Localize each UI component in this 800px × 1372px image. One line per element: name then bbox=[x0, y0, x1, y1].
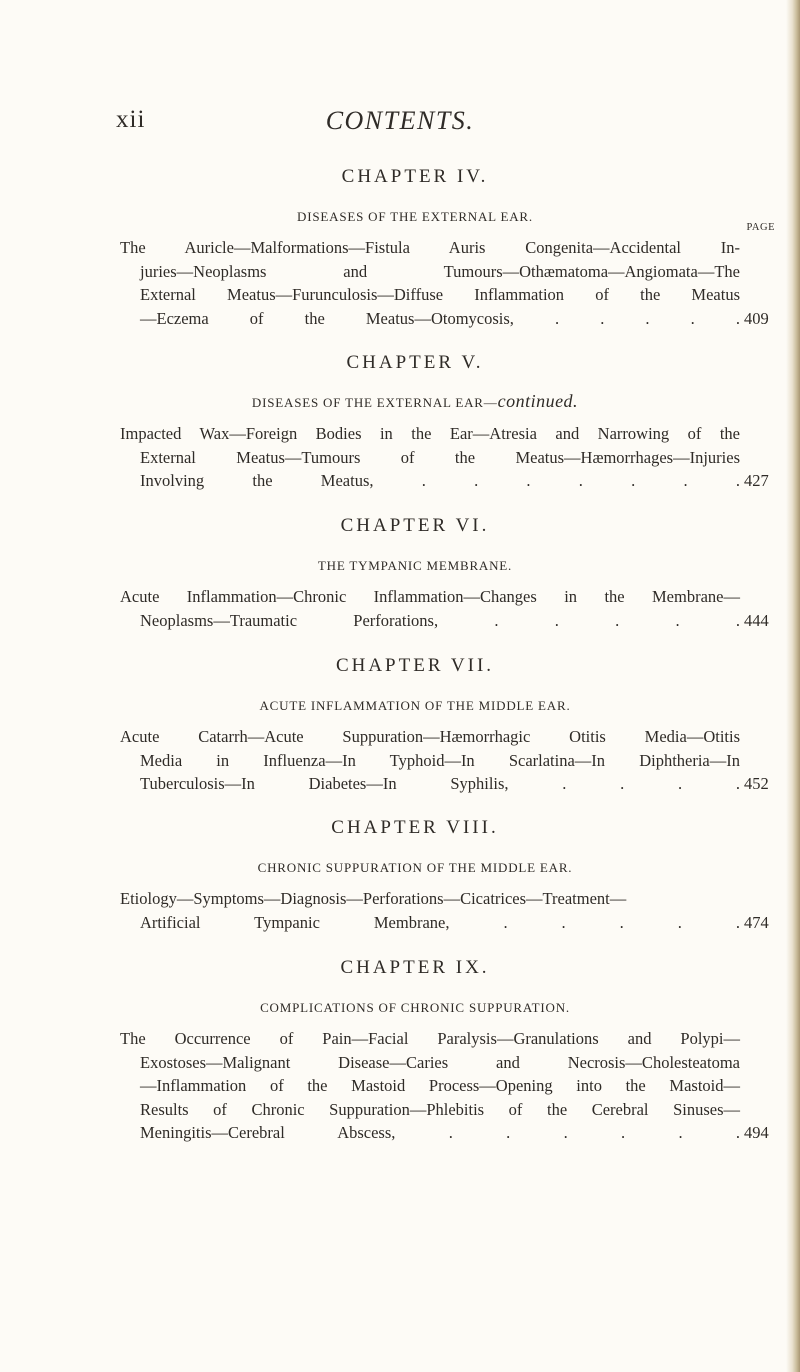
entry-line-last bbox=[140, 772, 769, 796]
entry-line: Media in Influenza—In Typhoid—In Scarlatina—In Diphtheria—In bbox=[140, 750, 740, 770]
contents-entry[interactable] bbox=[0, 725, 800, 796]
page-number[interactable]: 452 bbox=[744, 774, 769, 793]
entry-line-text: Neoplasms—Traumatic Perforations, . . . . . bbox=[140, 610, 740, 630]
subtitle-text: DISEASES OF THE EXTERNAL EAR. bbox=[297, 209, 533, 224]
page-number[interactable]: 494 bbox=[744, 1123, 769, 1142]
contents-entry[interactable] bbox=[0, 585, 800, 632]
entry-line-last bbox=[140, 911, 769, 935]
running-head bbox=[0, 106, 800, 142]
contents-entry[interactable] bbox=[0, 422, 800, 493]
entry-line-text: Involving the Meatus, . . . . . . . bbox=[140, 471, 740, 490]
entry-line-last bbox=[140, 1121, 769, 1145]
entry-line-last bbox=[140, 609, 769, 633]
subtitle-text: COMPLICATIONS OF CHRONIC SUPPURATION. bbox=[260, 1000, 570, 1015]
entry-line-text: Meningitis—Cerebral Abscess, . . . . . . bbox=[140, 1123, 740, 1142]
entry-line-text: Tuberculosis—In Diabetes—In Syphilis, . . . . bbox=[140, 774, 740, 793]
chapter-title: CHAPTER V. bbox=[346, 352, 484, 373]
page-number[interactable]: 409 bbox=[744, 308, 769, 328]
entry-line: The Auricle—Malformations—Fistula Auris Congenita—Accidental In- bbox=[120, 238, 740, 257]
chapter-iv bbox=[0, 164, 800, 330]
page-number[interactable]: 427 bbox=[744, 471, 769, 490]
chapter-title: CHAPTER IV. bbox=[341, 166, 489, 187]
subtitle-text: CHRONIC SUPPURATION OF THE MIDDLE EAR. bbox=[257, 860, 573, 875]
contents-entry[interactable] bbox=[0, 1027, 800, 1145]
page-folio: xii bbox=[116, 106, 146, 133]
entry-line: juries—Neoplasms and Tumours—Othæmatoma—Angiomata—The bbox=[140, 261, 740, 281]
chapter-vi bbox=[0, 513, 800, 632]
chapter-subtitle bbox=[0, 390, 800, 412]
entry-line-last bbox=[140, 307, 769, 331]
chapter-vii bbox=[0, 653, 800, 796]
chapter-title: CHAPTER VI. bbox=[340, 515, 490, 536]
chapter-subtitle bbox=[0, 693, 800, 715]
entry-line: Results of Chronic Suppuration—Phlebitis of the Cerebral Sinuses— bbox=[140, 1099, 740, 1119]
chapter-viii bbox=[0, 815, 800, 934]
chapter-ix bbox=[0, 955, 800, 1145]
entry-line: Acute Catarrh—Acute Suppuration—Hæmorrhagic Otitis Media—Otitis bbox=[120, 727, 740, 746]
subtitle-text: DISEASES OF THE EXTERNAL EAR— bbox=[251, 395, 498, 410]
entry-line-last bbox=[140, 469, 769, 493]
chapter-title: CHAPTER VII. bbox=[335, 655, 495, 676]
page-number[interactable]: 474 bbox=[744, 912, 769, 932]
entry-line: External Meatus—Furunculosis—Diffuse Inflammation of the Meatus bbox=[140, 285, 740, 304]
chapter-subtitle bbox=[0, 995, 800, 1017]
chapter-subtitle bbox=[0, 855, 800, 877]
running-title: CONTENTS. bbox=[325, 106, 475, 135]
entry-line: Acute Inflammation—Chronic Inflammation—Changes in the Membrane— bbox=[120, 587, 740, 606]
chapter-title: CHAPTER IX. bbox=[340, 957, 490, 978]
subtitle-continued: continued. bbox=[497, 391, 579, 411]
subtitle-text: THE TYMPANIC MEMBRANE. bbox=[317, 558, 513, 573]
chapter-subtitle bbox=[0, 204, 800, 226]
contents-entry[interactable] bbox=[0, 887, 800, 934]
entry-line: Impacted Wax—Foreign Bodies in the Ear—Atresia and Narrowing of the bbox=[120, 424, 740, 443]
chapter-title: CHAPTER VIII. bbox=[331, 817, 499, 838]
entry-line: —Inflammation of the Mastoid Process—Opening into the Mastoid— bbox=[140, 1076, 740, 1095]
entry-line: Etiology—Symptoms—Diagnosis—Perforations—Cicatrices—Treatment— bbox=[120, 889, 627, 908]
subtitle-text: ACUTE INFLAMMATION OF THE MIDDLE EAR. bbox=[259, 698, 571, 713]
entry-line-text: Artificial Tympanic Membrane, . . . . . bbox=[140, 912, 740, 932]
contents-entry[interactable] bbox=[0, 236, 800, 330]
chapter-subtitle bbox=[0, 553, 800, 575]
entry-line: Exostoses—Malignant Disease—Caries and Necrosis—Cholesteatoma bbox=[140, 1052, 740, 1072]
page-number[interactable]: 444 bbox=[744, 610, 769, 630]
entry-line: External Meatus—Tumours of the Meatus—Hæmorrhages—Injuries bbox=[140, 447, 740, 467]
chapter-v bbox=[0, 350, 800, 493]
page-column-label: PAGE bbox=[746, 222, 775, 233]
entry-line-text: —Eczema of the Meatus—Otomycosis, . . . . . bbox=[140, 308, 740, 328]
entry-line: The Occurrence of Pain—Facial Paralysis—Granulations and Polypi— bbox=[120, 1029, 740, 1048]
